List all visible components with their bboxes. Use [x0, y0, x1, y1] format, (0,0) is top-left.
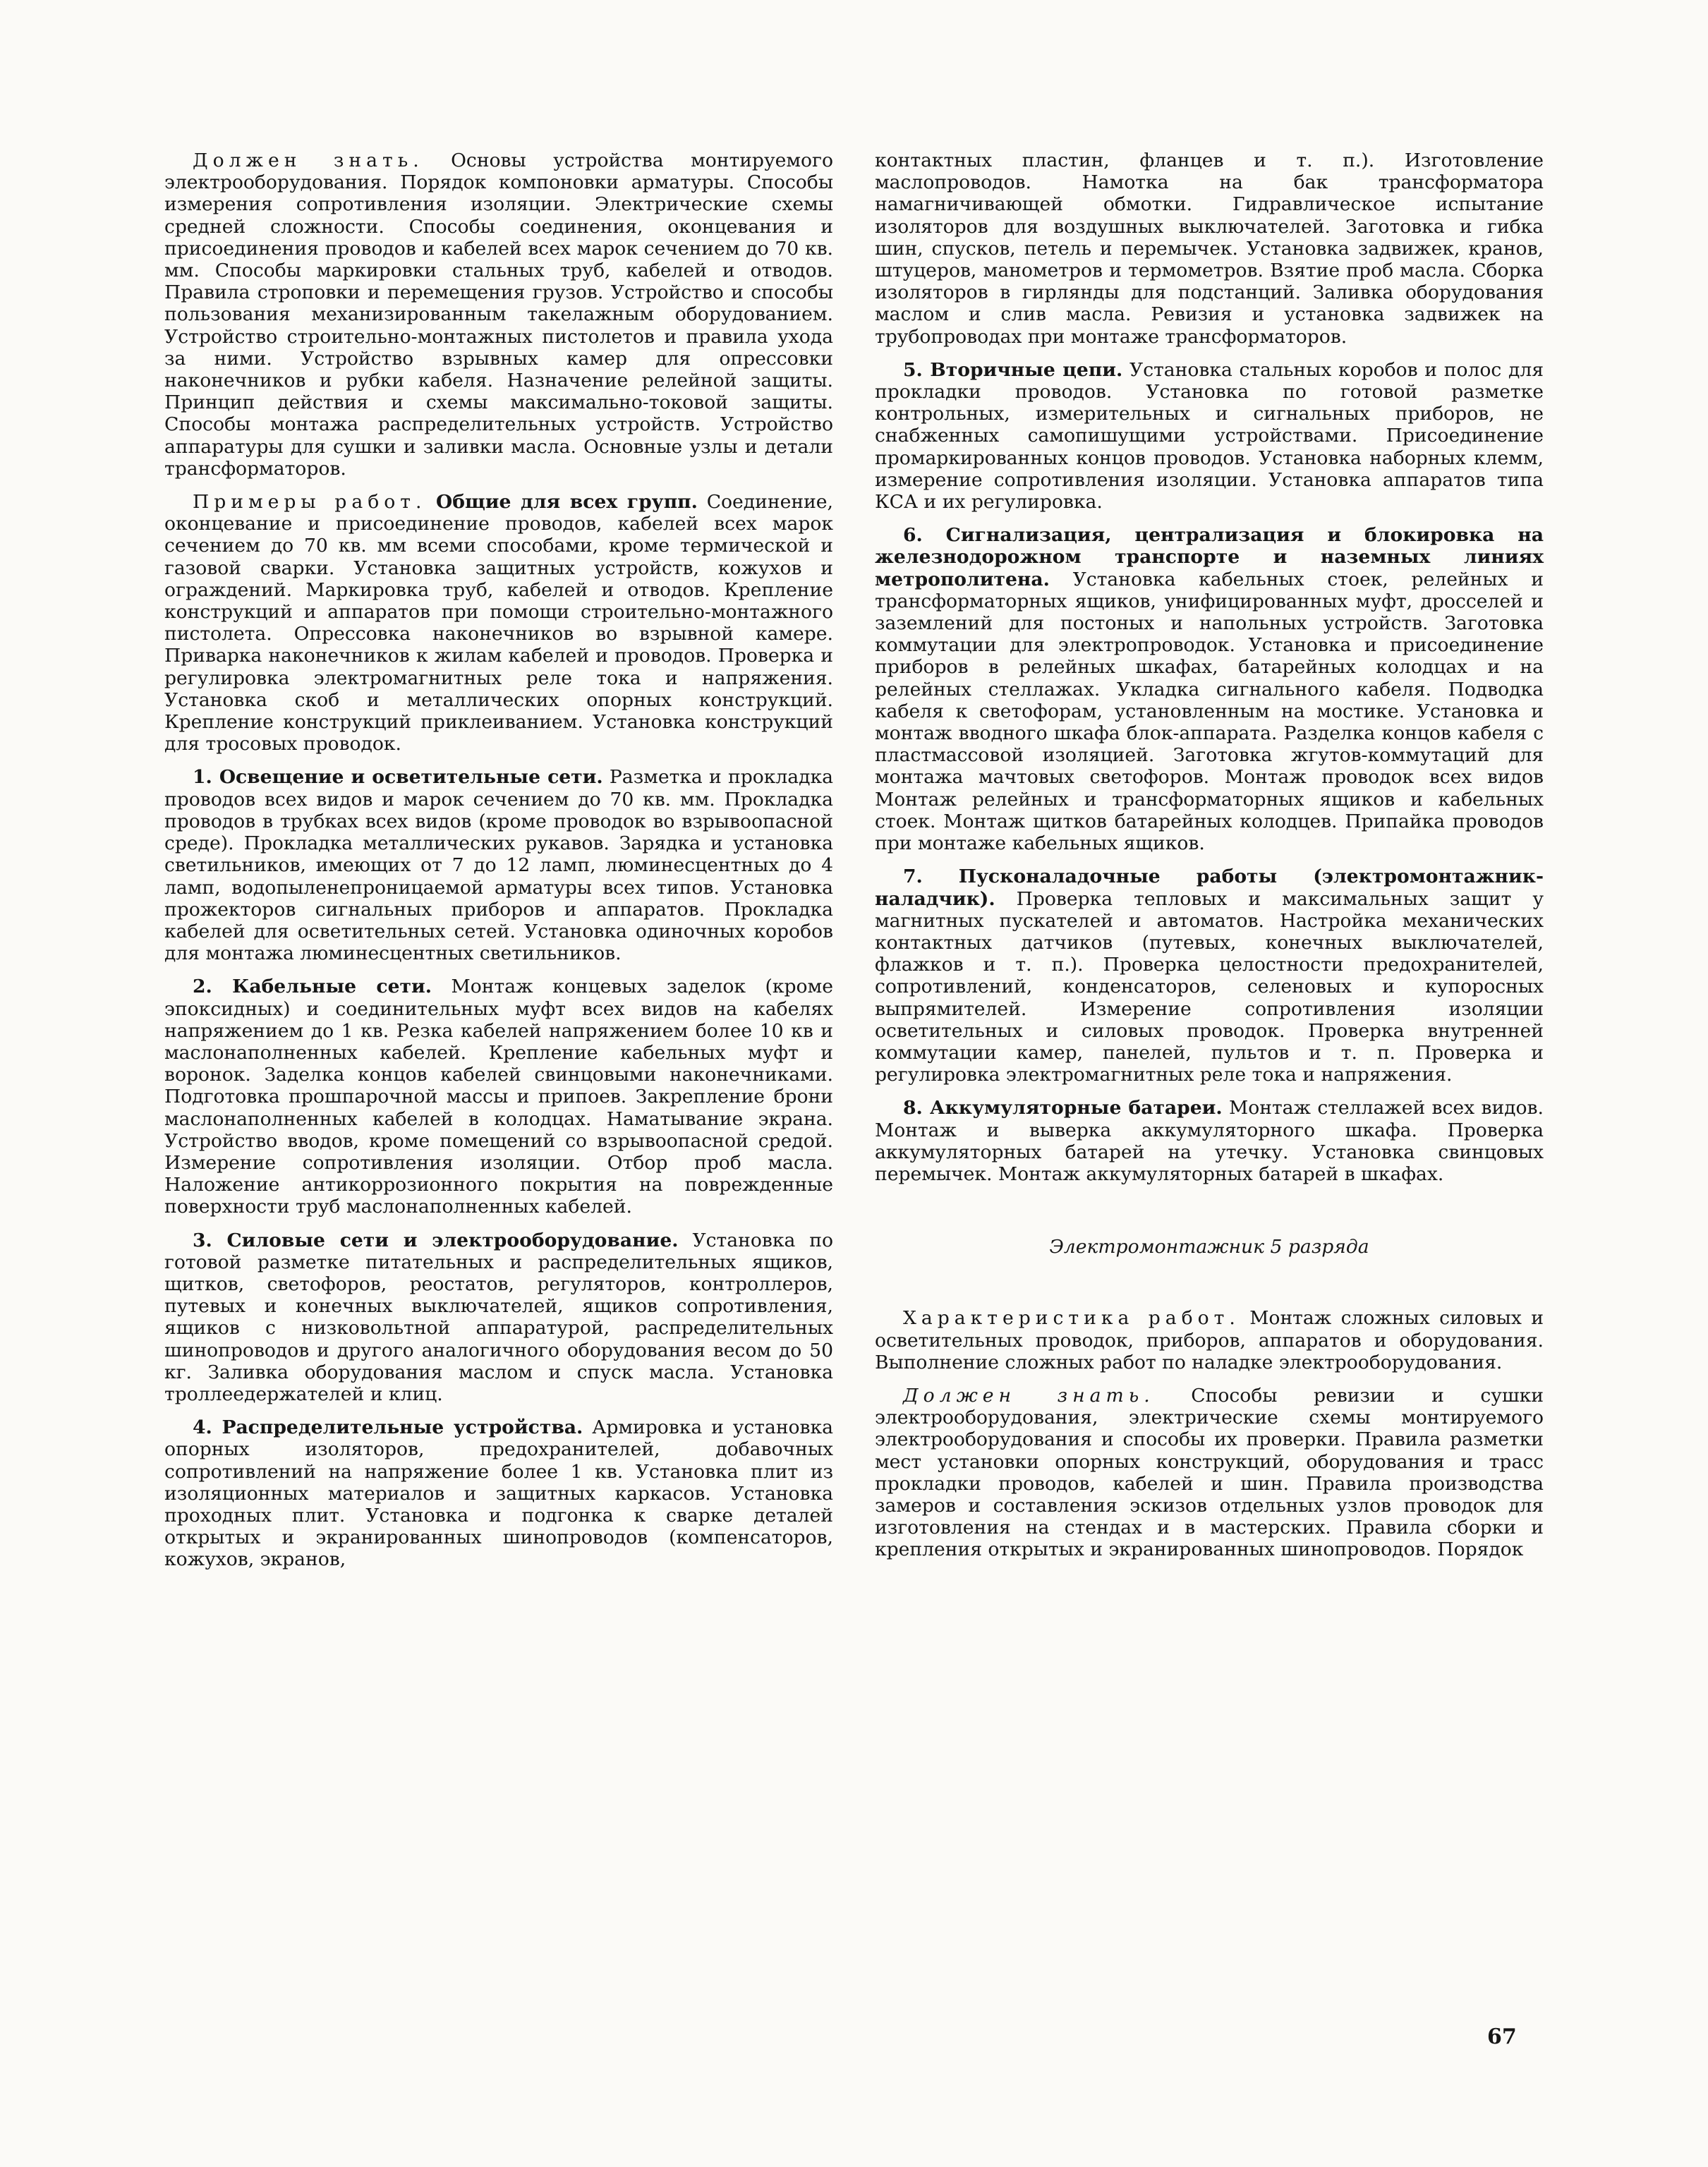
paragraph: 3. Силовые сети и электрооборудование. Установка по готовой разметке питательных и распределительных ящиков, щитков, светофоров, реостатов, регуляторов, контроллеров, путевых и конечных выключателей, ящиков сопротивления, ящиков с низковольтной аппаратурой, распределительных шинопроводов и другого аналогичного оборудования весом до 50 кг. Заливка оборудования маслом и спуск масла. Установка троллеедержателей и клиц.	[164, 1229, 833, 1405]
paragraph: 4. Распределительные устройства. Армировка и установка опорных изоляторов, предохранителей, добавочных сопротивлений на напряжение более 1 кв. Установка плит из изоляционных материалов и защитных каркасов. Установка проходных плит. Установка и подгонка к сварке деталей открытых и экранированных шинопроводов (компенсаторов, кожухов, экранов,	[164, 1416, 834, 1571]
section-title: 5. Вторичные цепи.	[903, 358, 1123, 381]
paragraph: 8. Аккумуляторные батареи. Монтаж стеллажей всех видов. Монтаж и выверка аккумуляторного шкафа. Проверка аккумуляторных батарей на утечку. Установка свинцовых перемычек. Монтаж аккумуляторных батарей в шкафах.	[875, 1097, 1544, 1185]
run-in-lead: Должен знать.	[903, 1384, 1155, 1407]
section-title: Общие для всех групп.	[426, 491, 698, 514]
paragraph: 6. Сигнализация, централизация и блокировка на железнодорожном транспорте и наземных линиях метрополитена. Установка кабельных стоек, релейных и трансформаторных ящиков, унифицированных муфт, дросселей и заземлений для постоных и напольных устройств. Заготовка коммутации для электропроводок. Установка и присоединение приборов в релейных шкафах, батарейных колодцах и на релейных стеллажах. Укладка сигнального кабеля. Подводка кабеля к светофорам, установленным на мостике. Установка и монтаж вводного шкафа блок-аппарата. Разделка концов кабеля с пластмассовой изоляцией. Заготовка жгутов-коммутаций для монтажа мачтовых светофоров. Монтаж проводок всех видов Монтаж релейных и трансформаторных ящиков и кабельных стоек. Монтаж щитков батарейных колодцев. Припайка проводов при монтаже кабельных ящиков.	[875, 524, 1544, 855]
right-column	[875, 150, 1544, 1572]
paragraph: Должен знать. Способы ревизии и сушки электрооборудования, электрические схемы монтируемого электрооборудования и способы их проверки. Правила разметки мест установки опорных конструкций, оборудования и трасс прокладки проводов, кабелей и шин. Правила производства замеров и составления эскизов отдельных узлов проводок для изготовления на стендах и в мастерских. Правила сборки и крепления открытых и экранированных шинопроводов. Порядок	[875, 1384, 1544, 1561]
paragraph: 1. Освещение и осветительные сети. Разметка и прокладка проводов всех видов и марок сечением до 70 кв. мм. Прокладка проводов в трубках всех видов (кроме проводок во взрывоопасной среде). Прокладка металлических рукавов. Зарядка и установка светильников, имеющих от 7 до 12 ламп, люминесцентных до 4 ламп, водопыленепроницаемой арматуры всех типов. Установка прожекторов сигнальных приборов и аппаратов. Прокладка кабелей для осветительных сетей. Установка одиночных коробов для монтажа люминесцентных светильников.	[164, 766, 833, 965]
run-in-lead: Должен знать.	[193, 150, 424, 171]
section-title: 8. Аккумуляторные батареи.	[903, 1097, 1223, 1119]
section-title: 4. Распределительные устройства.	[193, 1416, 583, 1439]
paragraph: контактных пластин, фланцев и т. п.). Изготовление маслопроводов. Намотка на бак трансформатора намагничивающей обмотки. Гидравлическое испытание изоляторов для воздушных выключателей. Заготовка и гибка шин, спусков, петель и перемычек. Установка задвижек, кранов, штуцеров, манометров и термометров. Взятие проб масла. Сборка изоляторов в гирлянды для подстанций. Заливка оборудования маслом и слив масла. Ревизия и установка задвижек на трубопроводах при монтаже трансформаторов.	[875, 150, 1544, 348]
section-title: 1. Освещение и осветительные сети.	[193, 766, 603, 789]
section-title: 6. Сигнализация, централизация и блокировка на железнодорожном транспорте и наземных линиях метрополитена.	[875, 524, 1544, 590]
page-number: 67	[1487, 2025, 1517, 2049]
paragraph: 5. Вторичные цепи. Установка стальных коробов и полос для прокладки проводов. Установка по готовой разметке контрольных, измерительных и сигнальных приборов, не снабженных самопишущими устройствами. Присоединение промаркированных концов проводов. Установка наборных клемм, измерение сопротивления изоляции. Установка аппаратов типа КСА и их регулировка.	[875, 358, 1544, 514]
paragraph: 7. Пусконаладочные работы (электромонтажник-наладчик). Проверка тепловых и максимальных защит у магнитных пускателей и автоматов. Настройка механических контактных датчиков (путевых, конечных выключателей, флажков и т. п.). Проверка целостности предохранителей, сопротивлений, конденсаторов, селеновых и купоросных выпрямителей. Измерение сопротивления изоляции осветительных и силовых проводок. Проверка внутренней коммутации камер, панелей, пультов и т. п. Проверка и регулировка электромагнитных реле тока и напряжения.	[875, 866, 1544, 1086]
paragraph: Характеристика работ. Монтаж сложных силовых и осветительных проводок, приборов, аппаратов и оборудования. Выполнение сложных работ по наладке электрооборудования.	[875, 1307, 1544, 1373]
paragraph: 2. Кабельные сети. Монтаж концевых заделок (кроме эпоксидных) и соединительных муфт всех видов на кабелях напряжением до 1 кв. Резка кабелей напряжением более 10 кв и маслонаполненных кабелей. Крепление кабельных муфт и воронок. Заделка концов кабелей свинцовыми наконечниками. Подготовка прошпарочной массы и припоев. Закрепление брони маслонаполненных кабелей в колодцах. Наматывание экрана. Устройство вводов, кроме помещений со взрывоопасной средой. Измерение сопротивления изоляции. Отбор проб масла. Наложение антикоррозионного покрытия на поврежденные поверхности труб маслонаполненных кабелей.	[164, 976, 833, 1218]
section-heading: Электромонтажник 5 разряда	[1049, 1236, 1369, 1258]
paragraph: Примеры работ. Общие для всех групп. Соединение, оконцевание и присоединение проводов, кабелей всех марок сечением до 70 кв. мм всеми способами, кроме термической и газовой сварки. Установка защитных устройств, кожухов и ограждений. Маркировка труб, кабелей и отводов. Крепление конструкций и аппаратов при помощи строительно-монтажного пистолета. Опрессовка наконечников во взрывной камере. Приварка наконечников к жилам кабелей и проводов. Проверка и регулировка электромагнитных реле тока и напряжения. Установка скоб и металлических опорных конструкций. Крепление конструкций приклеиванием. Установка конструкций для тросовых проводок.	[164, 491, 833, 755]
left-column	[164, 150, 833, 1582]
section-title: 7. Пусконаладочные работы (электромонтажник-наладчик).	[875, 866, 1544, 910]
run-in-lead: Характеристика работ.	[903, 1307, 1240, 1330]
section-title: 2. Кабельные сети.	[193, 976, 432, 998]
section-title: 3. Силовые сети и электрооборудование.	[193, 1229, 679, 1251]
paragraph: Должен знать. Основы устройства монтируемого электрооборудования. Порядок компоновки арматуры. Способы измерения сопротивления изоляции. Электрические схемы средней сложности. Способы соединения, оконцевания и присоединения проводов и кабелей всех марок сечением до 70 кв. мм. Способы маркировки стальных труб, кабелей и отводов. Правила строповки и перемещения грузов. Устройство и способы пользования механизированным такелажным оборудованием. Устройство строительно-монтажных пистолетов и правила ухода за ними. Устройство взрывных камер для опрессовки наконечников и рубки кабеля. Назначение релейной защиты. Принцип действия и схемы максимально-токовой защиты. Способы монтажа распределительных устройств. Устройство аппаратуры для сушки и заливки масла. Основные узлы и детали трансформаторов.	[164, 150, 833, 480]
run-in-lead: Примеры работ.	[193, 491, 427, 514]
